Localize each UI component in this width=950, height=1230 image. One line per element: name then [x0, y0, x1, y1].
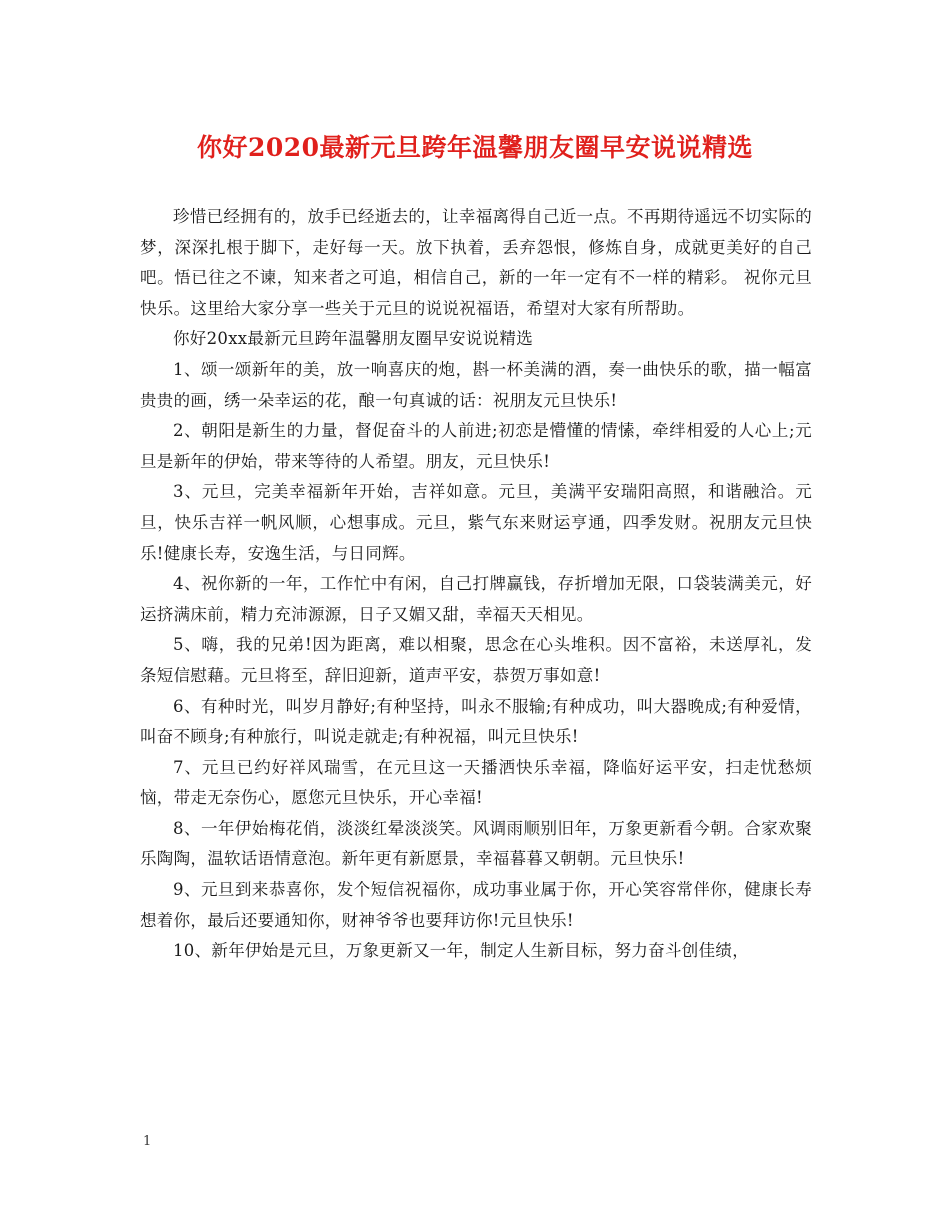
document-body	[140, 202, 812, 967]
intro-paragraph: 珍惜已经拥有的，放手已经逝去的，让幸福离得自己近一点。不再期待遥远不切实际的梦，深深扎根于脚下，走好每一天。放下执着，丢弃怨恨，修炼自身，成就更美好的自己吧。悟已往之不谏，知来者之可追，相信自己，新的一年一定有不一样的精彩。 祝你元旦快乐。这里给大家分享一些关于元旦的说说祝福语，希望对大家有所帮助。	[140, 207, 812, 318]
list-item: 9、元旦到来恭喜你，发个短信祝福你，成功事业属于你，开心笑容常伴你，健康长寿想着你，最后还要通知你，财神爷爷也要拜访你!元旦快乐!	[140, 880, 812, 930]
list-item: 5、嗨，我的兄弟!因为距离，难以相聚，思念在心头堆积。因不富裕，未送厚礼，发条短信慰藉。元旦将至，辞旧迎新，道声平安，恭贺万事如意!	[140, 635, 812, 685]
page-number: 1	[143, 1134, 152, 1149]
list-item: 8、一年伊始梅花俏，淡淡红晕淡淡笑。风调雨顺别旧年，万象更新看今朝。合家欢聚乐陶陶，温软话语情意泡。新年更有新愿景，幸福暮暮又朝朝。元旦快乐!	[140, 818, 812, 869]
list-item: 3、元旦，完美幸福新年开始，吉祥如意。元旦，美满平安瑞阳高照，和谐融洽。元旦，快乐吉祥一帆风顺，心想事成。元旦，紫气东来财运亨通，四季发财。祝朋友元旦快乐!健康长寿，安逸生活，与日同辉。	[140, 482, 812, 563]
list-item: 2、朝阳是新生的力量，督促奋斗的人前进;初恋是懵懂的情愫，牵绊相爱的人心上;元旦是新年的伊始，带来等待的人希望。朋友，元旦快乐!	[140, 421, 812, 471]
list-item: 10、新年伊始是元旦，万象更新又一年，制定人生新目标，努力奋斗创佳绩，	[173, 941, 749, 961]
list-item: 4、祝你新的一年，工作忙中有闲，自己打牌赢钱，存折增加无限，口袋装满美元，好运挤满床前，精力充沛源源，日子又媚又甜，幸福天天相见。	[140, 574, 812, 624]
list-item: 6、有种时光，叫岁月静好;有种坚持，叫永不服输;有种成功，叫大器晚成;有种爱情，叫奋不顾身;有种旅行，叫说走就走;有种祝福，叫元旦快乐!	[140, 696, 812, 747]
list-item: 7、元旦已约好祥风瑞雪，在元旦这一天播洒快乐幸福，降临好运平安，扫走忧愁烦恼，带走无奈伤心，愿您元旦快乐，开心幸福!	[140, 757, 812, 808]
document-title: 你好2020最新元旦跨年温馨朋友圈早安说说精选	[196, 133, 754, 162]
section-heading: 你好20xx最新元旦跨年温馨朋友圈早安说说精选	[173, 329, 534, 349]
list-item: 1、颂一颂新年的美，放一响喜庆的炮，斟一杯美满的酒，奏一曲快乐的歌，描一幅富贵贵的画，绣一朵幸运的花，酿一句真诚的话：祝朋友元旦快乐!	[140, 359, 812, 410]
